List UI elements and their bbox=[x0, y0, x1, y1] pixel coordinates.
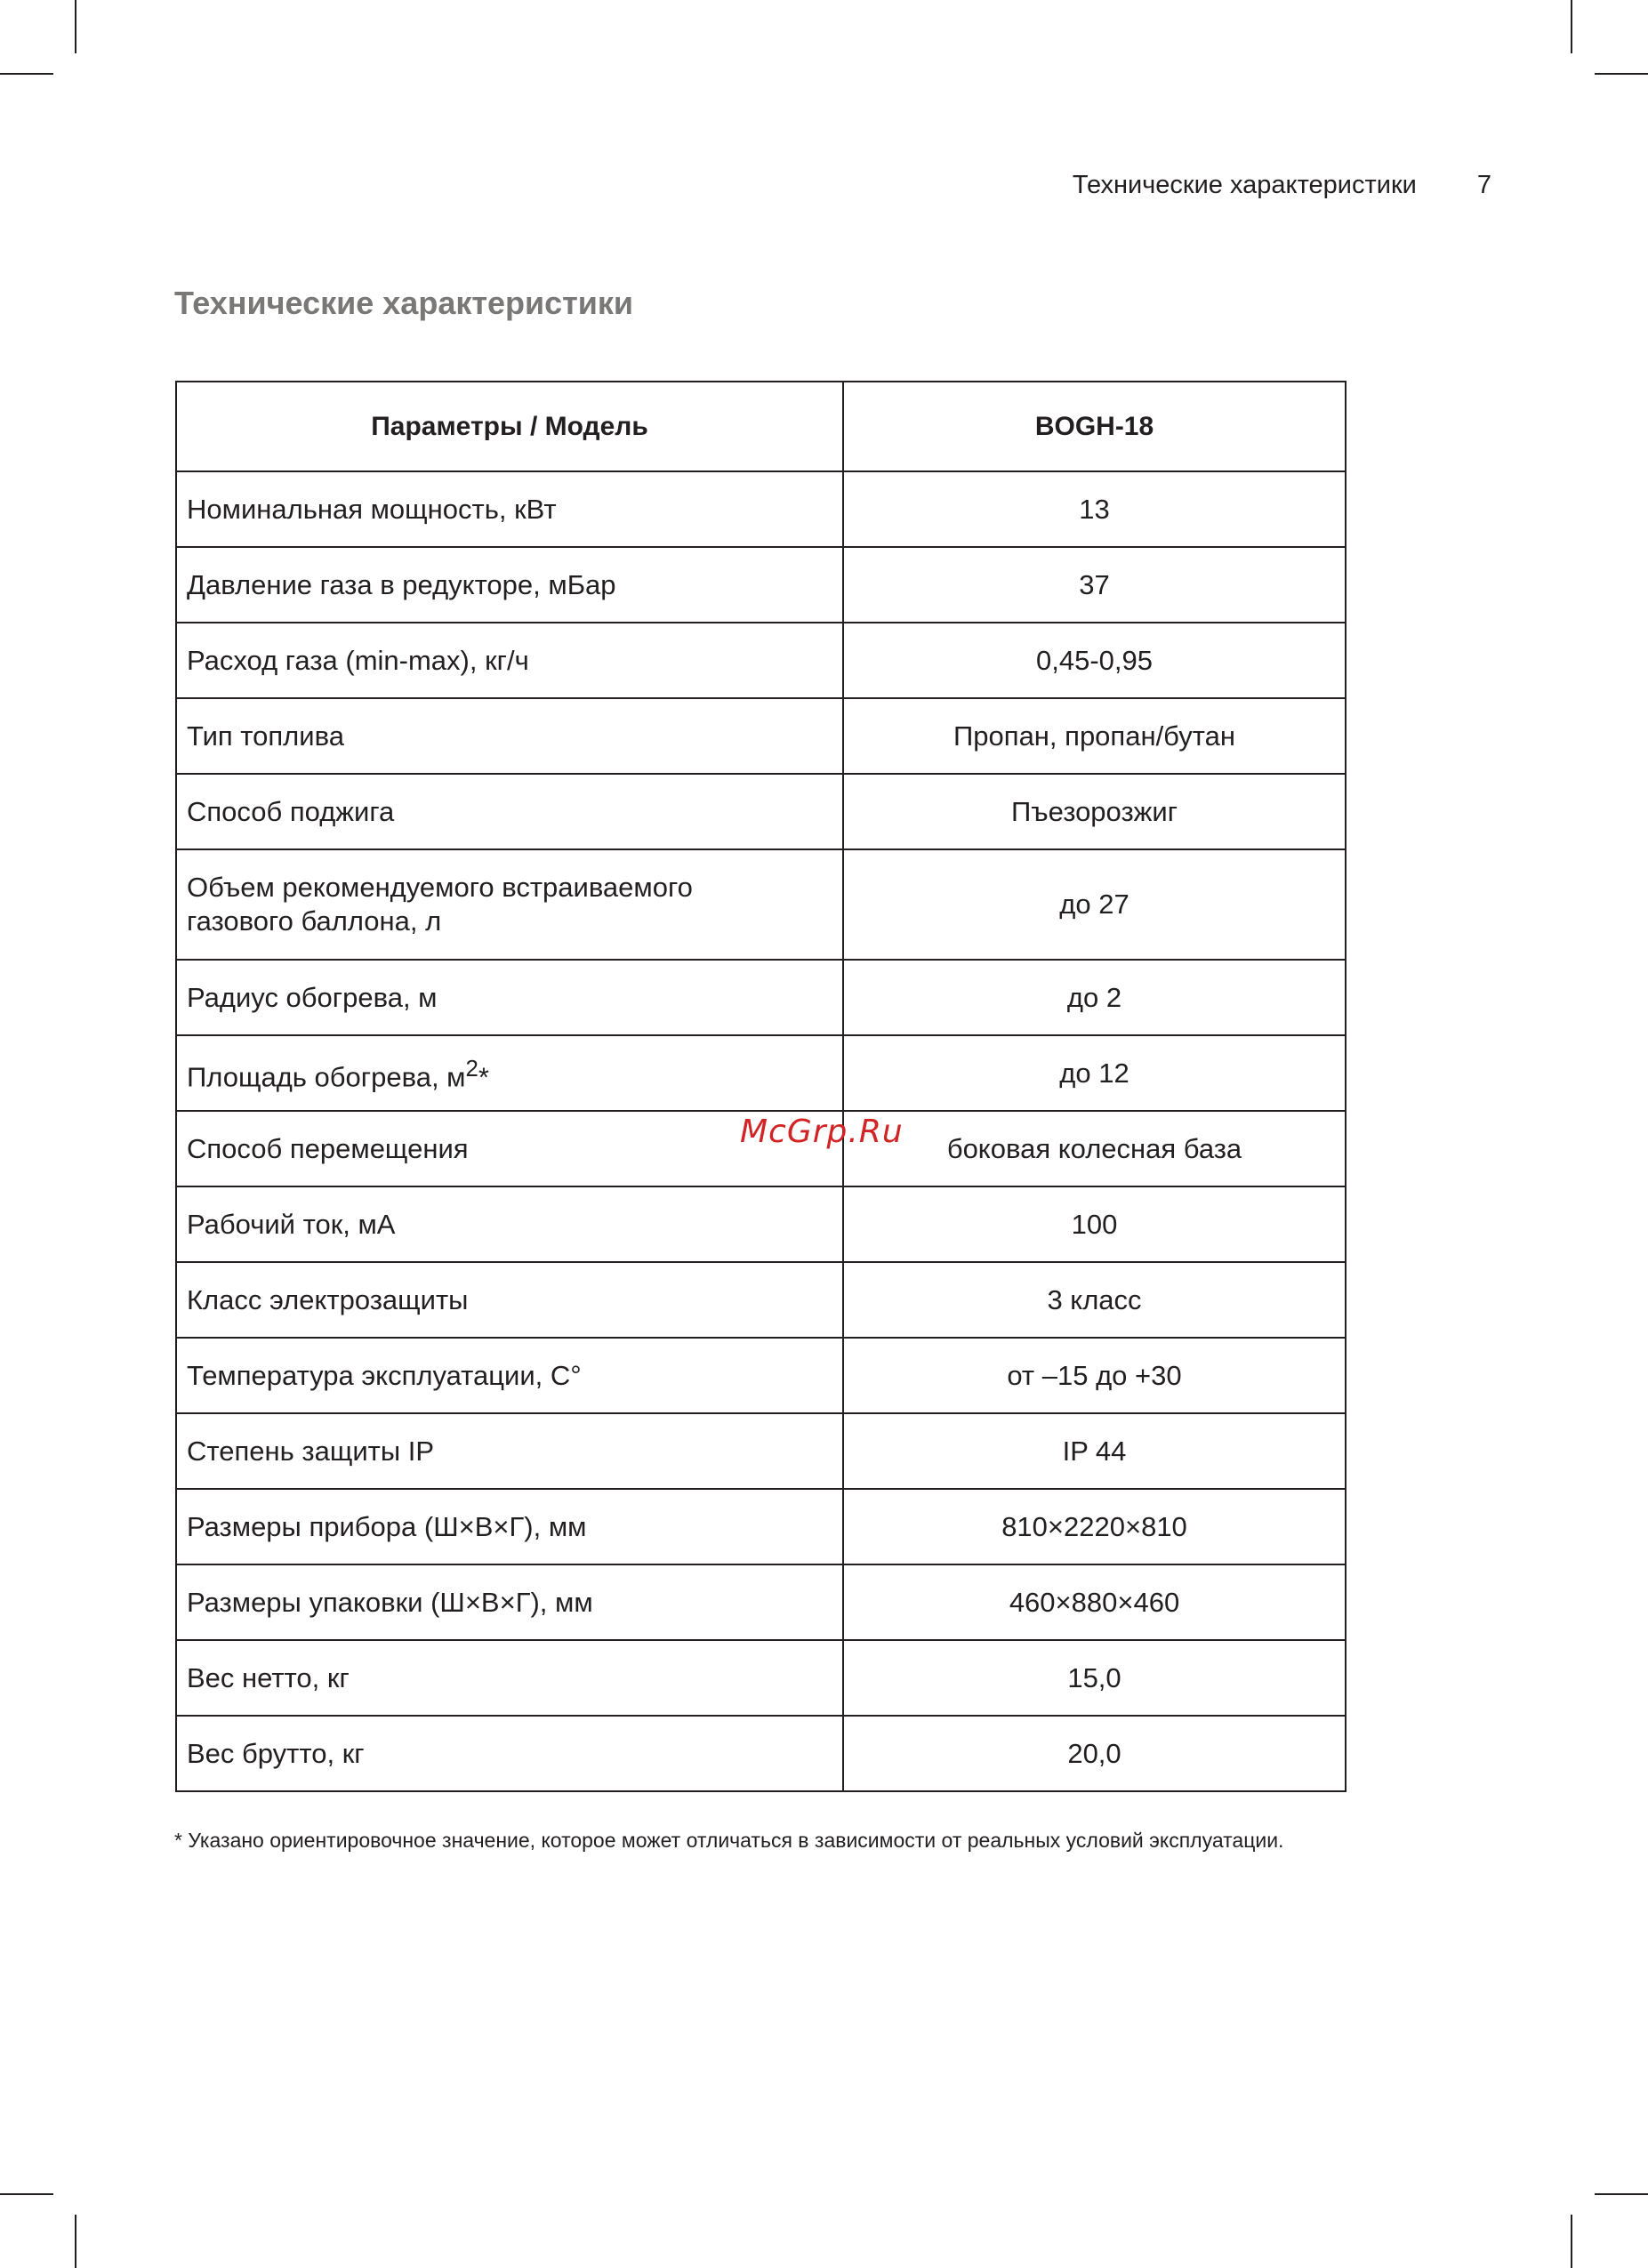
row-value: 100 bbox=[843, 1186, 1346, 1262]
row-parameter: Рабочий ток, мА bbox=[176, 1186, 843, 1262]
row-parameter: Расход газа (min-max), кг/ч bbox=[176, 623, 843, 698]
table-row bbox=[176, 623, 1346, 698]
table-row bbox=[176, 1186, 1346, 1262]
row-value: до 27 bbox=[843, 849, 1346, 960]
table-row bbox=[176, 1035, 1346, 1111]
row-value: 15,0 bbox=[843, 1640, 1346, 1716]
row-parameter: Тип топлива bbox=[176, 698, 843, 774]
row-parameter: Класс электрозащиты bbox=[176, 1262, 843, 1338]
row-parameter: Номинальная мощность, кВт bbox=[176, 471, 843, 547]
row-parameter: Способ перемещения bbox=[176, 1111, 843, 1186]
crop-mark-bottom-left-vertical bbox=[75, 2215, 76, 2268]
row-parameter: Вес брутто, кг bbox=[176, 1716, 843, 1791]
footnote: * Указано ориентировочное значение, которое может отличаться в зависимости от реальных условий эксплуатации. bbox=[174, 1829, 1284, 1852]
row-value: IP 44 bbox=[843, 1413, 1346, 1489]
table-row bbox=[176, 1564, 1346, 1640]
row-parameter-line-2: газового баллона, л bbox=[187, 905, 442, 937]
row-value: Пъезорозжиг bbox=[843, 774, 1346, 849]
crop-mark-top-right-vertical bbox=[1571, 0, 1572, 53]
table-header-row bbox=[176, 382, 1346, 471]
table-row bbox=[176, 471, 1346, 547]
row-value: боковая колесная база bbox=[843, 1111, 1346, 1186]
row-value: Пропан, пропан/бутан bbox=[843, 698, 1346, 774]
row-value: 460×880×460 bbox=[843, 1564, 1346, 1640]
row-parameter: Радиус обогрева, м bbox=[176, 960, 843, 1035]
table-row bbox=[176, 960, 1346, 1035]
specifications-table bbox=[175, 381, 1347, 1792]
watermark: McGrp.Ru bbox=[740, 1114, 904, 1150]
running-header bbox=[1073, 171, 1491, 200]
row-parameter: Способ поджига bbox=[176, 774, 843, 849]
section-heading: Технические характеристики bbox=[174, 285, 634, 321]
crop-mark-top-left-horizontal bbox=[0, 73, 53, 75]
row-parameter: Размеры прибора (Ш×В×Г), мм bbox=[176, 1489, 843, 1564]
row-parameter: Вес нетто, кг bbox=[176, 1640, 843, 1716]
crop-mark-top-right-horizontal bbox=[1595, 73, 1648, 75]
table-row bbox=[176, 547, 1346, 623]
row-value: 810×2220×810 bbox=[843, 1489, 1346, 1564]
row-value: 3 класс bbox=[843, 1262, 1346, 1338]
row-value: 13 bbox=[843, 471, 1346, 547]
row-value: 37 bbox=[843, 547, 1346, 623]
row-parameter-text: Площадь обогрева, м bbox=[187, 1061, 466, 1093]
row-parameter: Размеры упаковки (Ш×В×Г), мм bbox=[176, 1564, 843, 1640]
page-number: 7 bbox=[1476, 171, 1491, 199]
table-row bbox=[176, 849, 1346, 960]
table-row bbox=[176, 1413, 1346, 1489]
row-parameter bbox=[176, 849, 843, 960]
crop-mark-bottom-right-vertical bbox=[1571, 2215, 1572, 2268]
table-row bbox=[176, 1489, 1346, 1564]
row-value: 20,0 bbox=[843, 1716, 1346, 1791]
row-value: до 12 bbox=[843, 1035, 1346, 1111]
superscript-exponent: 2 bbox=[465, 1056, 478, 1082]
column-header-model: BOGH-18 bbox=[843, 382, 1346, 471]
table-row bbox=[176, 774, 1346, 849]
row-parameter-line-1: Объем рекомендуемого встраиваемого bbox=[187, 872, 693, 903]
table-row bbox=[176, 1262, 1346, 1338]
column-header-parameters: Параметры / Модель bbox=[176, 382, 843, 471]
row-value: 0,45-0,95 bbox=[843, 623, 1346, 698]
crop-mark-bottom-left-horizontal bbox=[0, 2193, 53, 2195]
row-parameter: Степень защиты IP bbox=[176, 1413, 843, 1489]
footnote-marker: * bbox=[478, 1061, 489, 1093]
table-row bbox=[176, 1338, 1346, 1413]
row-value: от –15 до +30 bbox=[843, 1338, 1346, 1413]
crop-mark-bottom-right-horizontal bbox=[1595, 2193, 1648, 2195]
row-value: до 2 bbox=[843, 960, 1346, 1035]
crop-mark-top-left-vertical bbox=[75, 0, 76, 53]
row-parameter: Давление газа в редукторе, мБар bbox=[176, 547, 843, 623]
table-row bbox=[176, 1716, 1346, 1791]
row-parameter: Температура эксплуатации, С° bbox=[176, 1338, 843, 1413]
table-row bbox=[176, 698, 1346, 774]
row-parameter bbox=[176, 1035, 843, 1111]
running-header-title: Технические характеристики bbox=[1072, 171, 1417, 199]
table-row bbox=[176, 1640, 1346, 1716]
